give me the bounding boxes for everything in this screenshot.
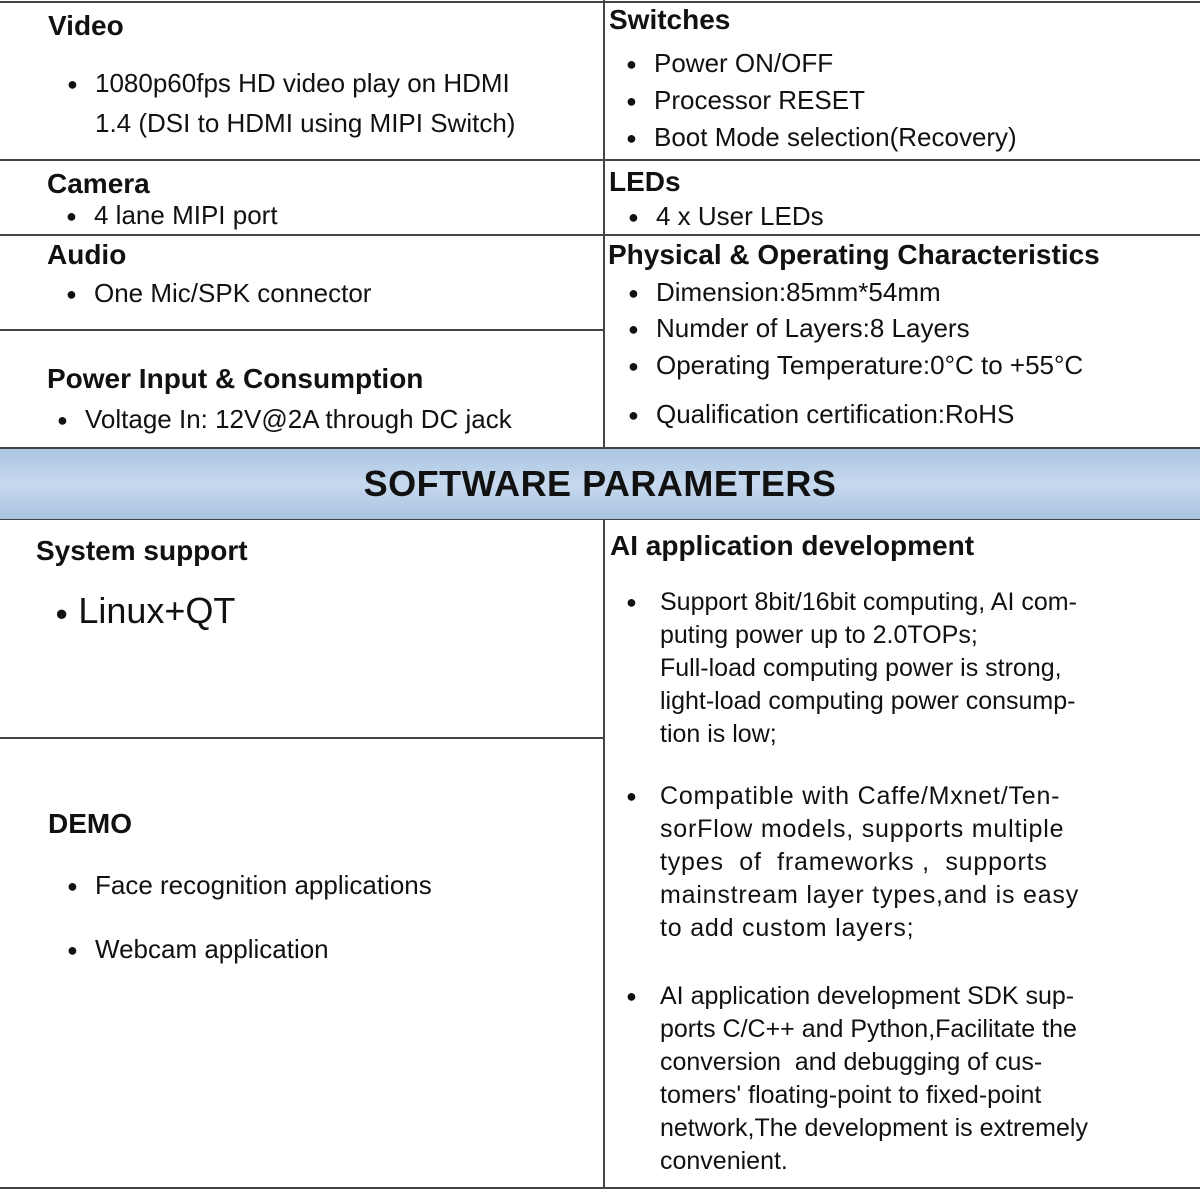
ai-line: tion is low; — [660, 720, 777, 748]
physical-item: ● Qualification certification:RoHS — [656, 399, 1014, 430]
switches-item: ● Boot Mode selection(Recovery) — [654, 122, 1017, 153]
ai-line: tomers' floating-point to fixed-point — [660, 1081, 1042, 1109]
system-support-label: Linux+QT — [78, 590, 236, 631]
bullet-icon: ● — [626, 986, 637, 1006]
bullet-icon: ● — [626, 786, 638, 806]
divider — [0, 234, 1200, 236]
camera-item: ● 4 lane MIPI port — [94, 200, 278, 231]
divider — [0, 329, 604, 331]
switches-item: ● Power ON/OFF — [654, 48, 833, 79]
audio-item: ● One Mic/SPK connector — [94, 278, 371, 309]
system-support-item: ● Linux+QT — [55, 590, 236, 631]
video-title: Video — [48, 10, 124, 41]
ai-dev-title: AI application development — [610, 530, 975, 561]
demo-item: ● Webcam application — [95, 934, 329, 965]
ai-line: light-load computing power consump- — [660, 687, 1076, 715]
divider — [603, 0, 605, 448]
power-title: Power Input & Consumption — [47, 363, 424, 394]
divider — [603, 519, 605, 1189]
ai-line: Full-load computing power is strong, — [660, 654, 1062, 682]
ai-paragraph — [626, 980, 1088, 1178]
divider — [0, 159, 1200, 161]
video-item: ● 1080p60fps HD video play on HDMI — [95, 68, 510, 99]
ai-line: to add custom layers; — [660, 914, 915, 942]
physical-item: ● Dimension:85mm*54mm — [656, 277, 941, 308]
video-item-cont: 1.4 (DSI to HDMI using MIPI Switch) — [95, 108, 516, 138]
switches-item: ● Processor RESET — [654, 85, 865, 116]
system-support-title: System support — [36, 535, 248, 566]
ai-line: ports C/C++ and Python,Facilitate the — [660, 1015, 1077, 1043]
audio-title: Audio — [47, 239, 127, 270]
ai-line: AI application development SDK sup- — [660, 982, 1075, 1010]
leds-item: ● 4 x User LEDs — [656, 201, 824, 232]
power-item: ● Voltage In: 12V@2A through DC jack — [85, 404, 512, 435]
ai-paragraph — [626, 780, 1080, 945]
demo-item: ● Face recognition applications — [95, 870, 432, 901]
camera-title: Camera — [47, 168, 150, 199]
divider — [0, 1187, 1200, 1189]
ai-line: convenient. — [660, 1147, 788, 1175]
physical-title: Physical & Operating Characteristics — [608, 239, 1100, 270]
physical-item: ● Numder of Layers:8 Layers — [656, 313, 970, 344]
switches-title: Switches — [609, 4, 731, 35]
ai-line: mainstream layer types,and is easy — [660, 881, 1080, 909]
bullet-icon: ● — [626, 592, 637, 612]
ai-line: Compatible with Caffe/Mxnet/Ten- — [660, 782, 1061, 810]
ai-line: conversion and debugging of cus- — [660, 1048, 1043, 1076]
demo-title: DEMO — [48, 808, 132, 839]
section-title: SOFTWARE PARAMETERS — [363, 463, 837, 504]
ai-line: Support 8bit/16bit computing, AI com- — [660, 588, 1077, 616]
divider — [0, 737, 604, 739]
ai-line: puting power up to 2.0TOPs; — [660, 621, 978, 649]
physical-item: ● Operating Temperature:0°C to +55°C — [656, 350, 1083, 381]
leds-title: LEDs — [609, 166, 681, 197]
ai-line: network,The development is extremely — [660, 1114, 1088, 1142]
divider — [0, 1, 1200, 3]
ai-paragraph — [626, 586, 1077, 751]
ai-line: sorFlow models, supports multiple — [660, 815, 1065, 843]
section-banner — [0, 449, 1200, 519]
ai-line: types of frameworks , supports — [660, 848, 1048, 876]
